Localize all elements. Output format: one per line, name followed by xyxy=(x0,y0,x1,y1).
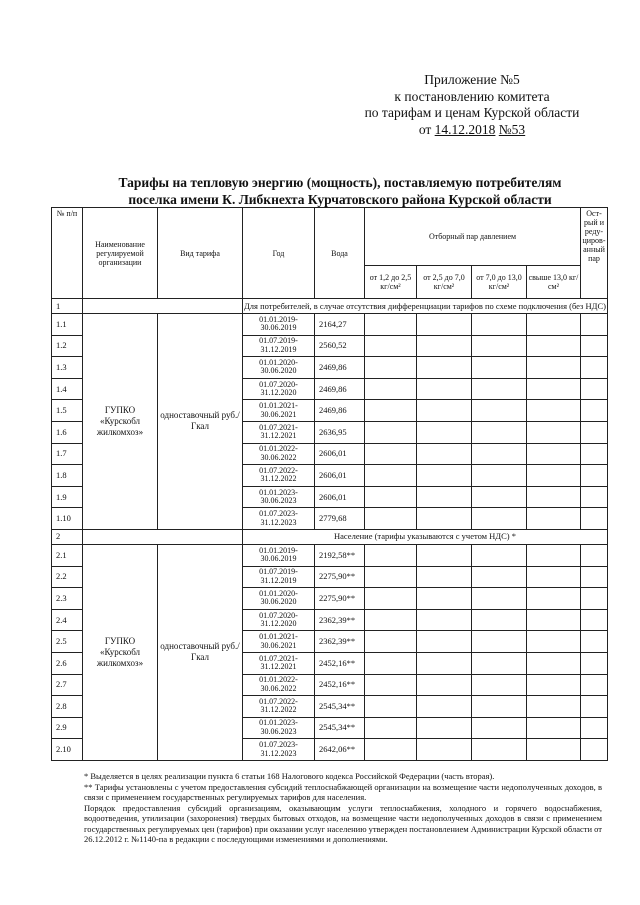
empty-cell xyxy=(581,609,608,631)
period-cell: 01.07.2023-31.12.2023 xyxy=(243,739,315,761)
empty-cell xyxy=(417,652,472,674)
empty-cell xyxy=(472,566,527,588)
water-tariff: 2636,95 xyxy=(315,421,365,443)
row-number: 1.3 xyxy=(52,357,83,379)
empty-cell xyxy=(417,335,472,357)
section-label: Для потребителей, в случае отсутствия дифференциации тарифов по схеме подключения (без НДС) xyxy=(243,299,608,314)
section-blank xyxy=(83,299,243,314)
header-num: № п/п xyxy=(52,208,83,299)
empty-cell xyxy=(581,357,608,379)
empty-cell xyxy=(527,314,581,336)
empty-cell xyxy=(365,717,417,739)
empty-cell xyxy=(365,508,417,530)
row-number: 2.2 xyxy=(52,566,83,588)
row-number: 1.5 xyxy=(52,400,83,422)
empty-cell xyxy=(472,674,527,696)
row-number: 1.4 xyxy=(52,378,83,400)
empty-cell xyxy=(472,400,527,422)
empty-cell xyxy=(527,609,581,631)
empty-cell xyxy=(365,357,417,379)
period-cell: 01.01.2021-30.06.2021 xyxy=(243,400,315,422)
empty-cell xyxy=(365,486,417,508)
section-row xyxy=(52,529,608,544)
row-number: 2.4 xyxy=(52,609,83,631)
water-tariff: 2545,34** xyxy=(315,696,365,718)
water-tariff: 2275,90** xyxy=(315,588,365,610)
empty-cell xyxy=(365,588,417,610)
empty-cell xyxy=(527,544,581,566)
period-cell: 01.01.2020-30.06.2020 xyxy=(243,588,315,610)
appendix-title: Приложение №5 xyxy=(424,72,520,87)
row-number: 2.9 xyxy=(52,717,83,739)
section-number: 2 xyxy=(52,529,83,544)
empty-cell xyxy=(417,508,472,530)
empty-cell xyxy=(417,314,472,336)
empty-cell xyxy=(365,609,417,631)
empty-cell xyxy=(365,400,417,422)
empty-cell xyxy=(365,443,417,465)
empty-cell xyxy=(581,696,608,718)
empty-cell xyxy=(472,631,527,653)
water-tariff: 2192,58** xyxy=(315,544,365,566)
empty-cell xyxy=(417,465,472,487)
row-number: 2.7 xyxy=(52,674,83,696)
water-tariff: 2606,01 xyxy=(315,486,365,508)
empty-cell xyxy=(581,739,608,761)
period-cell: 01.07.2020-31.12.2020 xyxy=(243,609,315,631)
empty-cell xyxy=(472,421,527,443)
document-title xyxy=(70,174,610,208)
empty-cell xyxy=(581,486,608,508)
row-number: 1.2 xyxy=(52,335,83,357)
period-cell: 01.01.2022-30.06.2022 xyxy=(243,443,315,465)
empty-cell xyxy=(472,378,527,400)
empty-cell xyxy=(527,486,581,508)
empty-cell xyxy=(472,443,527,465)
empty-cell xyxy=(527,400,581,422)
empty-cell xyxy=(527,696,581,718)
empty-cell xyxy=(417,609,472,631)
period-cell: 01.01.2021-30.06.2021 xyxy=(243,631,315,653)
empty-cell xyxy=(472,486,527,508)
empty-cell xyxy=(472,696,527,718)
empty-cell xyxy=(581,631,608,653)
empty-cell xyxy=(527,588,581,610)
empty-cell xyxy=(581,674,608,696)
water-tariff: 2275,90** xyxy=(315,566,365,588)
tariff-type: одноставочный руб./Гкал xyxy=(158,314,243,530)
empty-cell xyxy=(527,357,581,379)
row-number: 1.1 xyxy=(52,314,83,336)
footnotes xyxy=(84,771,602,845)
period-cell: 01.07.2021-31.12.2021 xyxy=(243,652,315,674)
empty-cell xyxy=(417,544,472,566)
empty-cell xyxy=(365,696,417,718)
footnote: * Выделяется в целях реализации пункта 6 статьи 168 Налогового кодекса Российской Федерации (часть вторая). xyxy=(84,771,495,781)
empty-cell xyxy=(365,314,417,336)
footnote: Порядок предоставления субсидий организациям, оказывающим услуги теплоснабжения, холодного и горячего водоснабжения, водоотведения, утилизации (захоронения) твердых бытовых отходов, на возмещение части недополученных доходов в связи с применением государственных регулируемых цен (тарифов) при оказании услуг населению утвержден постановлением Администрации Курской области от 26.12.2012 г. №1140-па в редакции с последующими изменениями и дополнениями. xyxy=(84,802,602,844)
water-tariff: 2779,68 xyxy=(315,508,365,530)
empty-cell xyxy=(365,421,417,443)
header-tariff-type: Вид тарифа xyxy=(158,208,243,299)
title-line: поселка имени К. Либкнехта Курчатовского района Курской области xyxy=(128,192,552,207)
water-tariff: 2362,39** xyxy=(315,609,365,631)
empty-cell xyxy=(365,566,417,588)
empty-cell xyxy=(472,508,527,530)
appendix-line: к постановлению комитета xyxy=(394,88,550,104)
empty-cell xyxy=(527,465,581,487)
period-cell: 01.07.2023-31.12.2023 xyxy=(243,508,315,530)
empty-cell xyxy=(527,566,581,588)
header-org: Наименование регулируемой организации xyxy=(83,208,158,299)
empty-cell xyxy=(472,465,527,487)
empty-cell xyxy=(417,739,472,761)
empty-cell xyxy=(527,335,581,357)
period-cell: 01.01.2023-30.06.2023 xyxy=(243,486,315,508)
row-number: 2.3 xyxy=(52,588,83,610)
empty-cell xyxy=(417,674,472,696)
empty-cell xyxy=(472,717,527,739)
header-pressure-1: от 1,2 до 2,5 кг/см² xyxy=(365,266,417,299)
water-tariff: 2545,34** xyxy=(315,717,365,739)
period-cell: 01.07.2022-31.12.2022 xyxy=(243,696,315,718)
empty-cell xyxy=(527,674,581,696)
empty-cell xyxy=(581,400,608,422)
empty-cell xyxy=(417,443,472,465)
empty-cell xyxy=(527,421,581,443)
header-pressure-2: от 2,5 до 7,0 кг/см² xyxy=(417,266,472,299)
appendix-number: №53 xyxy=(498,121,526,137)
header-year: Год xyxy=(243,208,315,299)
header-steam: Отборный пар давлением xyxy=(365,208,581,266)
header-pressure-3: от 7,0 до 13,0 кг/см² xyxy=(472,266,527,299)
empty-cell xyxy=(527,631,581,653)
footnote: ** Тарифы установлены с учетом предоставления субсидий теплоснабжающей организации на возмещение части недополученных доходов, в связи с применением государственных регулируемых тарифов для населения. xyxy=(84,781,602,802)
row-number: 2.1 xyxy=(52,544,83,566)
row-number: 2.8 xyxy=(52,696,83,718)
empty-cell xyxy=(365,465,417,487)
section-label: Население (тарифы указываются с учетом НДС) * xyxy=(243,529,608,544)
header-sharp-steam: Ост-рый и реду-циров-анный пар xyxy=(581,208,608,299)
period-cell: 01.01.2019-30.06.2019 xyxy=(243,544,315,566)
empty-cell xyxy=(581,314,608,336)
row-number: 1.7 xyxy=(52,443,83,465)
empty-cell xyxy=(472,335,527,357)
period-cell: 01.07.2019-31.12.2019 xyxy=(243,335,315,357)
empty-cell xyxy=(527,717,581,739)
period-cell: 01.01.2023-30.06.2023 xyxy=(243,717,315,739)
tariff-type: одноставочный руб./Гкал xyxy=(158,544,243,760)
period-cell: 01.07.2022-31.12.2022 xyxy=(243,465,315,487)
row-number: 1.9 xyxy=(52,486,83,508)
section-blank xyxy=(83,529,243,544)
empty-cell xyxy=(581,465,608,487)
water-tariff: 2469,86 xyxy=(315,400,365,422)
period-cell: 01.01.2019-30.06.2019 xyxy=(243,314,315,336)
empty-cell xyxy=(472,544,527,566)
empty-cell xyxy=(581,508,608,530)
row-number: 2.10 xyxy=(52,739,83,761)
water-tariff: 2606,01 xyxy=(315,465,365,487)
empty-cell xyxy=(581,443,608,465)
empty-cell xyxy=(365,378,417,400)
empty-cell xyxy=(365,631,417,653)
empty-cell xyxy=(417,486,472,508)
empty-cell xyxy=(365,652,417,674)
water-tariff: 2560,52 xyxy=(315,335,365,357)
empty-cell xyxy=(581,717,608,739)
water-tariff: 2452,16** xyxy=(315,652,365,674)
empty-cell xyxy=(581,652,608,674)
section-row xyxy=(52,299,608,314)
header-pressure-4: свыше 13,0 кг/см² xyxy=(527,266,581,299)
empty-cell xyxy=(472,357,527,379)
empty-cell xyxy=(417,631,472,653)
water-tariff: 2469,86 xyxy=(315,357,365,379)
tariff-table xyxy=(51,207,608,761)
organization-name: ГУПКО «Курскобл жилкомхоз» xyxy=(83,314,158,530)
row-number: 2.5 xyxy=(52,631,83,653)
empty-cell xyxy=(581,544,608,566)
empty-cell xyxy=(417,717,472,739)
period-cell: 01.01.2022-30.06.2022 xyxy=(243,674,315,696)
empty-cell xyxy=(527,443,581,465)
water-tariff: 2452,16** xyxy=(315,674,365,696)
table-row xyxy=(52,314,608,336)
row-number: 2.6 xyxy=(52,652,83,674)
empty-cell xyxy=(417,696,472,718)
period-cell: 01.07.2019-31.12.2019 xyxy=(243,566,315,588)
appendix-date-line xyxy=(342,122,602,139)
empty-cell xyxy=(527,508,581,530)
table-row xyxy=(52,544,608,566)
water-tariff: 2164,27 xyxy=(315,314,365,336)
empty-cell xyxy=(527,378,581,400)
empty-cell xyxy=(365,674,417,696)
water-tariff: 2362,39** xyxy=(315,631,365,653)
organization-name: ГУПКО «Курскобл жилкомхоз» xyxy=(83,544,158,760)
row-number: 1.10 xyxy=(52,508,83,530)
appendix-date-prefix: от xyxy=(418,121,432,137)
appendix-line: по тарифам и ценам Курской области xyxy=(364,105,580,120)
water-tariff: 2642,06** xyxy=(315,739,365,761)
water-tariff: 2606,01 xyxy=(315,443,365,465)
empty-cell xyxy=(417,588,472,610)
appendix-header xyxy=(342,72,602,138)
empty-cell xyxy=(581,588,608,610)
empty-cell xyxy=(417,566,472,588)
section-number: 1 xyxy=(52,299,83,314)
row-number: 1.8 xyxy=(52,465,83,487)
empty-cell xyxy=(472,739,527,761)
empty-cell xyxy=(581,421,608,443)
empty-cell xyxy=(417,357,472,379)
appendix-date: 14.12.2018 xyxy=(434,121,496,137)
empty-cell xyxy=(472,652,527,674)
empty-cell xyxy=(472,314,527,336)
empty-cell xyxy=(581,335,608,357)
empty-cell xyxy=(527,739,581,761)
empty-cell xyxy=(365,544,417,566)
empty-cell xyxy=(417,421,472,443)
period-cell: 01.07.2021-31.12.2021 xyxy=(243,421,315,443)
empty-cell xyxy=(472,588,527,610)
empty-cell xyxy=(417,378,472,400)
empty-cell xyxy=(581,378,608,400)
empty-cell xyxy=(581,566,608,588)
empty-cell xyxy=(365,335,417,357)
title-line: Тарифы на тепловую энергию (мощность), поставляемую потребителям xyxy=(118,175,562,190)
period-cell: 01.01.2020-30.06.2020 xyxy=(243,357,315,379)
empty-cell xyxy=(365,739,417,761)
empty-cell xyxy=(472,609,527,631)
water-tariff: 2469,86 xyxy=(315,378,365,400)
header-row xyxy=(52,208,608,266)
row-number: 1.6 xyxy=(52,421,83,443)
empty-cell xyxy=(527,652,581,674)
period-cell: 01.07.2020-31.12.2020 xyxy=(243,378,315,400)
header-water: Вода xyxy=(315,208,365,299)
empty-cell xyxy=(417,400,472,422)
